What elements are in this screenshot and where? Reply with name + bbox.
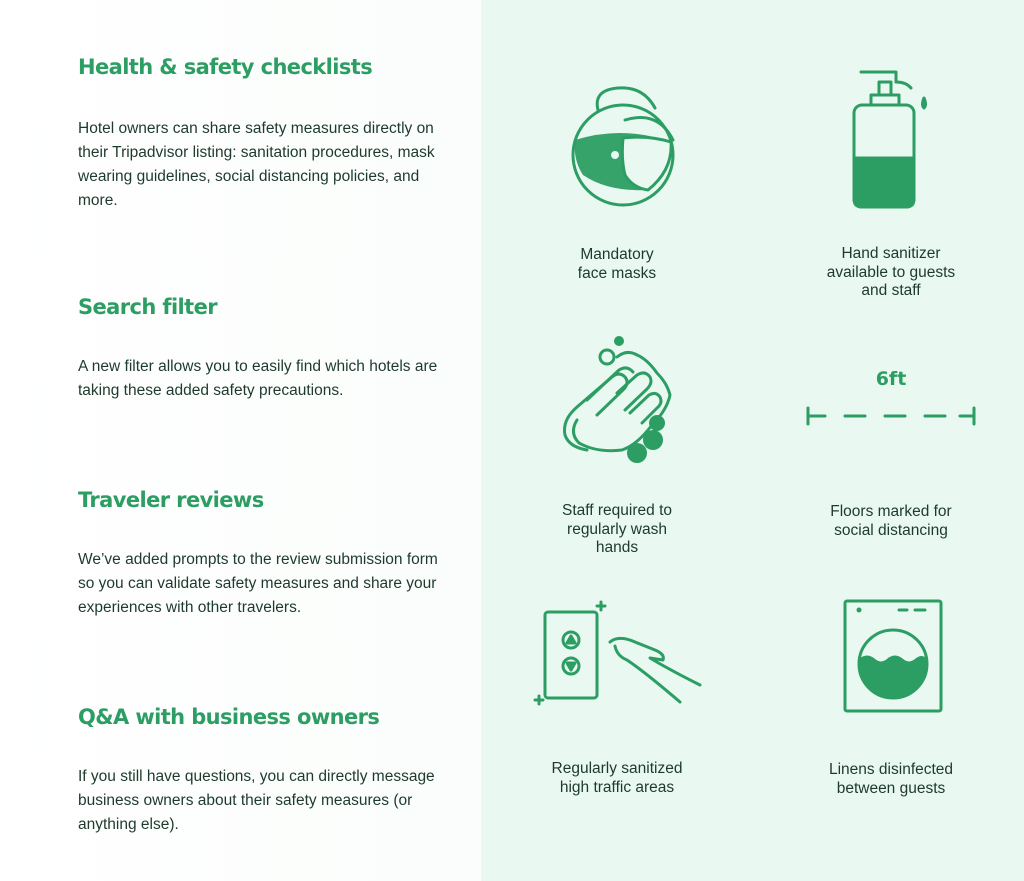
feature-caption: Staff required to regularly wash hands (561, 502, 672, 556)
elevator-button-icon (535, 600, 705, 710)
section-body: If you still have questions, you can directly message business owners about their safety measures (or anything else). (78, 768, 435, 833)
section-title: Traveler reviews (78, 488, 264, 512)
floor-distance-icon (805, 406, 977, 426)
section-body: We’ve added prompts to the review submission form so you can validate safety measures and share your experiences with other travelers. (78, 551, 438, 616)
feature-caption: Linens disinfected between guests (828, 761, 954, 797)
section-body: A new filter allows you to easily find which hotels are taking these added safety precautions. (78, 358, 438, 399)
feature-caption: Floors marked for social distancing (830, 503, 952, 539)
hand-sanitizer-icon (851, 70, 941, 210)
feature-caption: Regularly sanitized high traffic areas (551, 760, 683, 796)
section-title: Search filter (78, 295, 217, 319)
feature-caption: Mandatory face masks (577, 246, 657, 282)
feature-caption: Hand sanitizer available to guests and staff (826, 245, 956, 299)
section-search-filter (78, 295, 448, 399)
section-qa-business-owners (78, 705, 448, 833)
section-title: Health & safety checklists (78, 55, 373, 79)
features-panel (481, 0, 1024, 881)
hand-washing-icon (557, 335, 682, 470)
info-column (0, 0, 481, 881)
section-traveler-reviews (78, 488, 448, 616)
section-body: Hotel owners can share safety measures directly on their Tripadvisor listing: sanitation procedures, mask wearing guidelines, social distancing policies, and more. (78, 120, 435, 209)
distance-label: 6ft (875, 368, 907, 390)
washing-machine-icon (843, 598, 943, 713)
section-health-checklists (78, 55, 448, 209)
section-title: Q&A with business owners (78, 705, 380, 729)
face-mask-icon (563, 80, 683, 210)
